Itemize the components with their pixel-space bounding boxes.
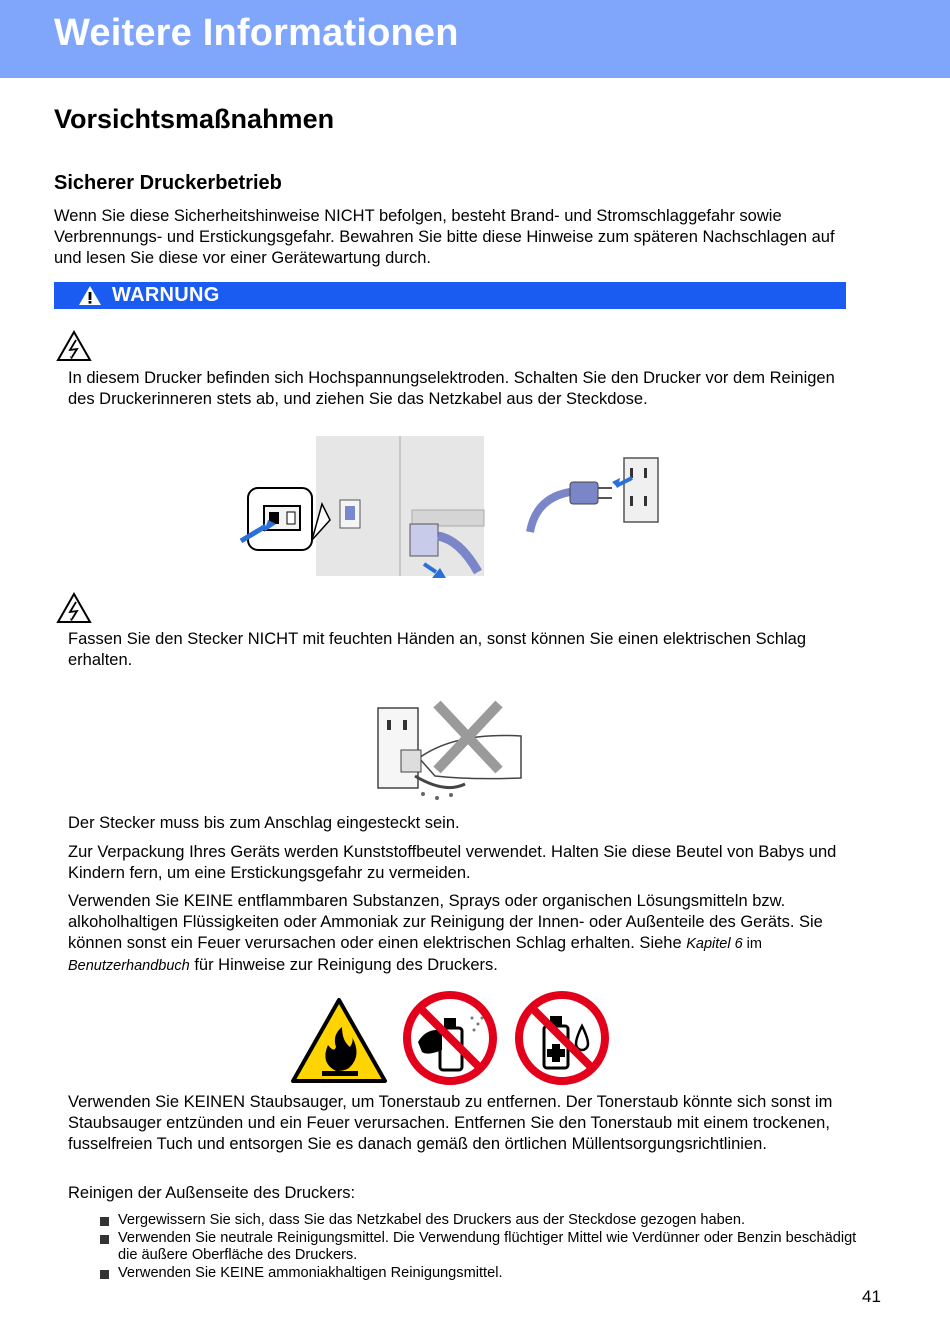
list-item: Verwenden Sie KEINE ammoniakhaltigen Reinigungsmittel. (98, 1265, 858, 1283)
high-voltage-text: In diesem Drucker befinden sich Hochspannungselektroden. Schalten Sie den Drucker vor dem Reinigen des Druckerinneren stets ab, und ziehen Sie das Netzkabel aus der Steckdose. (68, 369, 835, 408)
cleaning-bullet-list (98, 1212, 858, 1282)
section-title: Vorsichtsmaßnahmen (54, 104, 335, 134)
wet-hands-text: Fassen Sie den Stecker NICHT mit feuchten Händen an, sonst können Sie einen elektrischen Schlag erhalten. (68, 630, 807, 669)
warning-label: WARNUNG (112, 284, 220, 306)
warning-triangle-icon (78, 285, 102, 306)
no-chemical-icon (514, 990, 610, 1086)
no-spray-icon (402, 990, 498, 1086)
wet-hands-illustration (375, 698, 525, 806)
flammable-text: Verwenden Sie KEINE entflammbaren Substanzen, Sprays oder organischen Lösungsmitteln bzw. alkoholhaltigen Flüssigkeiten oder Ammoniak zur Reinigung der Innen- oder Außenteile des Geräts. Sie können sonst ein Feuer verursachen oder einen elektrischen Schlag erhalten. Siehe Kapitel 6 im Benutzerhandbuch für Hinweise zur Reinigung des Druckers. (68, 892, 823, 974)
electric-shock-icon (56, 330, 92, 362)
page-number: 41 (862, 1287, 881, 1306)
list-item: Verwenden Sie neutrale Reinigungsmittel. Die Verwendung flüchtiger Mittel wie Verdünner oder Benzin beschädigt die äußere Oberfläche des Druckers. (98, 1230, 858, 1265)
subsection-title: Sicherer Druckerbetrieb (54, 172, 282, 194)
electric-shock-icon (56, 592, 92, 624)
unplug-printer-illustration (240, 432, 670, 587)
exterior-cleaning-intro: Reinigen der Außenseite des Druckers: (68, 1184, 356, 1202)
header-title: Weitere Informationen (54, 12, 459, 54)
header-band (0, 0, 950, 78)
list-item: Vergewissern Sie sich, dass Sie das Netzkabel des Druckers aus der Steckdose gezogen haben. (98, 1212, 858, 1230)
manual-reference: Benutzerhandbuch (68, 958, 190, 974)
plug-in-text: Der Stecker muss bis zum Anschlag eingesteckt sein. (68, 814, 460, 832)
chapter-reference: Kapitel 6 (686, 936, 743, 952)
plastic-bags-text: Zur Verpackung Ihres Geräts werden Kunststoffbeutel verwendet. Halten Sie diese Beutel von Babys und Kindern fern, um eine Erstickungsgefahr zu vermeiden. (68, 843, 837, 882)
vacuum-text: Verwenden Sie KEINEN Staubsauger, um Tonerstaub zu entfernen. Der Tonerstaub könnte sich sonst im Staubsauger entzünden und ein Feuer verursachen. Entfernen Sie den Tonerstaub mit einem trockenen, fusselfreien Tuch und entsorgen Sie es danach gemäß den örtlichen Müllentsorgungsrichtlinien. (68, 1093, 833, 1153)
intro-paragraph: Wenn Sie diese Sicherheitshinweise NICHT befolgen, besteht Brand- und Stromschlaggefahr sowie Verbrennungs- und Erstickungsgefahr. Bewahren Sie bitte diese Hinweise zum späteren Nachschlagen auf und lesen Sie diese vor einer Gerätewartung durch. (54, 207, 835, 267)
fire-hazard-icon (290, 997, 388, 1085)
warning-banner (54, 282, 846, 309)
